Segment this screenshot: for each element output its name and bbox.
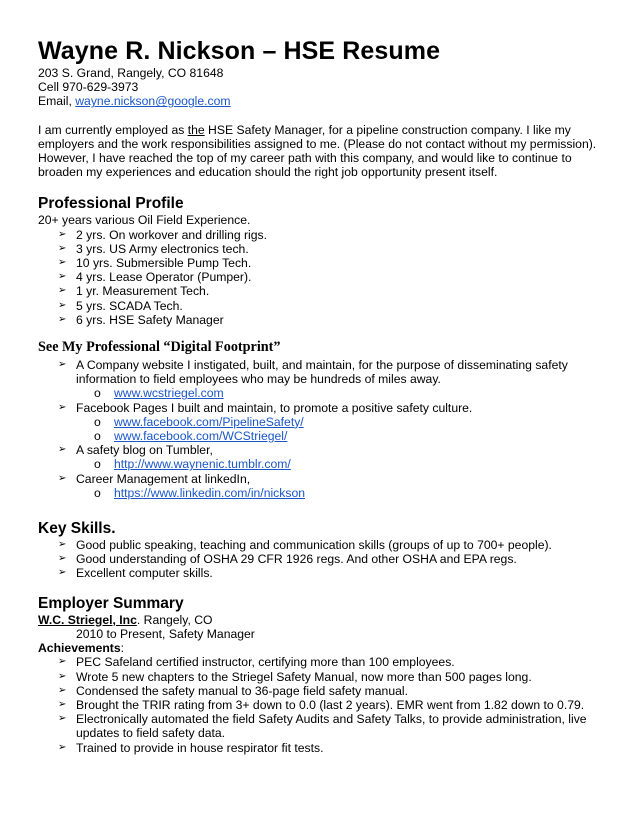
company-location: . Rangely, CO xyxy=(136,612,213,627)
contact-block xyxy=(38,66,604,109)
list-item xyxy=(58,242,604,256)
list-item xyxy=(58,698,604,712)
list-item xyxy=(58,741,604,755)
list-item-text: Good public speaking, teaching and communication skills (groups of up to 700+ people). xyxy=(76,538,552,553)
footprint-links xyxy=(38,415,604,443)
arrow-bullet-icon: ➢ xyxy=(58,472,67,484)
list-item xyxy=(58,472,604,486)
list-item-text: Trained to provide in house respirator fit tests. xyxy=(76,740,324,755)
link-item xyxy=(94,486,604,500)
list-item xyxy=(58,443,604,457)
list-item-text: Wrote 5 new chapters to the Striegel Safety Manual, now more than 500 pages long. xyxy=(76,669,532,684)
list-item-text: A Company website I instigated, built, and maintain, for the purpose of disseminating safety information to field employees who may be hundreds of miles away. xyxy=(76,358,568,387)
list-item xyxy=(58,655,604,669)
footprint-links xyxy=(38,457,604,471)
list-item-text: 6 yrs. HSE Safety Manager xyxy=(76,312,224,327)
tumblr-link[interactable]: http://www.waynenic.tumblr.com/ xyxy=(114,457,291,472)
arrow-bullet-icon: ➢ xyxy=(58,313,67,325)
list-item xyxy=(58,228,604,242)
arrow-bullet-icon: ➢ xyxy=(58,359,67,371)
profile-heading: Professional Profile xyxy=(38,195,184,213)
footprint-list xyxy=(38,401,604,415)
arrow-bullet-icon: ➢ xyxy=(58,299,67,311)
list-item xyxy=(58,684,604,698)
resume-page xyxy=(38,36,604,755)
intro-text-3: HSE Safety Manager, for a pipeline construction company. I like my employers and the work responsibilities assigned to me. (Please do not contact without my permission). However, I have reached the top of my career path with this company, and would like to continue to broaden my experiences and education should the right job opportunity present itself. xyxy=(38,122,597,180)
list-item-text: Excellent computer skills. xyxy=(76,566,213,581)
phone-line: Cell 970-629-3973 xyxy=(38,80,139,95)
circle-bullet-icon: o xyxy=(94,457,101,472)
list-item-text: PEC Safeland certified instructor, certifying more than 100 employees. xyxy=(76,655,455,670)
arrow-bullet-icon: ➢ xyxy=(58,257,67,269)
footprint-list xyxy=(38,358,604,386)
website-link[interactable]: www.wcstriegel.com xyxy=(114,386,224,401)
list-item-text: Condensed the safety manual to 36-page field safety manual. xyxy=(76,683,408,698)
list-item-text: 4 yrs. Lease Operator (Pumper). xyxy=(76,270,252,285)
arrow-bullet-icon: ➢ xyxy=(58,228,67,240)
arrow-bullet-icon: ➢ xyxy=(58,656,67,668)
arrow-bullet-icon: ➢ xyxy=(58,684,67,696)
intro-text-1: I am currently employed as xyxy=(38,122,188,137)
list-item-text: Electronically automated the field Safety Audits and Safety Talks, to provide administration, live updates to field safety data. xyxy=(76,712,587,741)
list-item xyxy=(58,712,604,740)
arrow-bullet-icon: ➢ xyxy=(58,553,67,565)
list-item-text: Career Management at linkedIn, xyxy=(76,471,251,486)
achievements-label xyxy=(38,641,604,655)
footprint-list xyxy=(38,443,604,457)
link-item xyxy=(94,415,604,429)
achievements-colon: : xyxy=(120,641,125,656)
arrow-bullet-icon: ➢ xyxy=(58,242,67,254)
link-item xyxy=(94,429,604,443)
list-item-text: 1 yr. Measurement Tech. xyxy=(76,284,210,299)
list-item xyxy=(58,313,604,327)
list-item xyxy=(58,670,604,684)
list-item xyxy=(58,299,604,313)
circle-bullet-icon: o xyxy=(94,414,101,429)
circle-bullet-icon: o xyxy=(94,386,101,401)
arrow-bullet-icon: ➢ xyxy=(58,741,67,753)
list-item xyxy=(58,401,604,415)
footprint-links xyxy=(38,386,604,400)
email-link[interactable]: wayne.nickson@google.com xyxy=(75,94,231,109)
list-item xyxy=(58,256,604,270)
arrow-bullet-icon: ➢ xyxy=(58,713,67,725)
list-item-text: Good understanding of OSHA 29 CFR 1926 regs. And other OSHA and EPA regs. xyxy=(76,552,517,567)
list-item-text: 3 yrs. US Army electronics tech. xyxy=(76,241,249,256)
intro-paragraph xyxy=(38,123,604,180)
arrow-bullet-icon: ➢ xyxy=(58,444,67,456)
page-title: Wayne R. Nickson – HSE Resume xyxy=(38,37,441,65)
arrow-bullet-icon: ➢ xyxy=(58,401,67,413)
skills-heading: Key Skills. xyxy=(38,520,116,538)
arrow-bullet-icon: ➢ xyxy=(58,698,67,710)
achievements-label-text: Achievements xyxy=(38,641,121,656)
arrow-bullet-icon: ➢ xyxy=(58,670,67,682)
achievements-list xyxy=(38,655,604,754)
list-item-text: A safety blog on Tumbler, xyxy=(76,443,213,458)
email-line xyxy=(38,94,604,108)
arrow-bullet-icon: ➢ xyxy=(58,271,67,283)
list-item xyxy=(58,270,604,284)
facebook-link[interactable]: www.facebook.com/PipelineSafety/ xyxy=(114,414,304,429)
list-item-text: 5 yrs. SCADA Tech. xyxy=(76,298,183,313)
intro-text-2: the xyxy=(187,122,205,137)
arrow-bullet-icon: ➢ xyxy=(58,285,67,297)
skills-list xyxy=(38,538,604,581)
email-label: Email, xyxy=(38,94,76,109)
profile-list xyxy=(38,228,604,327)
list-item xyxy=(58,358,604,386)
profile-summary: 20+ years various Oil Field Experience. xyxy=(38,213,251,228)
list-item-text: 2 yrs. On workover and drilling rigs. xyxy=(76,227,268,242)
link-item xyxy=(94,457,604,471)
facebook-link[interactable]: www.facebook.com/WCStriegel/ xyxy=(114,429,288,444)
circle-bullet-icon: o xyxy=(94,485,101,500)
footprint-list xyxy=(38,472,604,486)
company-line xyxy=(38,613,604,627)
list-item xyxy=(58,284,604,298)
link-item xyxy=(94,386,604,400)
list-item xyxy=(58,538,604,552)
list-item-text: Brought the TRIR rating from 3+ down to 0.0 (last 2 years). EMR went from 1.82 down to 0.79. xyxy=(76,697,585,712)
footprint-heading: See My Professional “Digital Footprint” xyxy=(38,339,281,356)
linkedin-link[interactable]: https://www.linkedin.com/in/nickson xyxy=(114,485,306,500)
arrow-bullet-icon: ➢ xyxy=(58,567,67,579)
company-name: W.C. Striegel, Inc xyxy=(38,612,137,627)
list-item-text: 10 yrs. Submersible Pump Tech. xyxy=(76,256,252,271)
list-item-text: Facebook Pages I built and maintain, to promote a positive safety culture. xyxy=(76,400,473,415)
list-item xyxy=(58,566,604,580)
list-item xyxy=(58,552,604,566)
circle-bullet-icon: o xyxy=(94,429,101,444)
employer-heading: Employer Summary xyxy=(38,594,184,612)
tenure-line: 2010 to Present, Safety Manager xyxy=(76,626,255,641)
arrow-bullet-icon: ➢ xyxy=(58,539,67,551)
address-line: 203 S. Grand, Rangely, CO 81648 xyxy=(38,66,224,80)
footprint-links xyxy=(38,486,604,500)
